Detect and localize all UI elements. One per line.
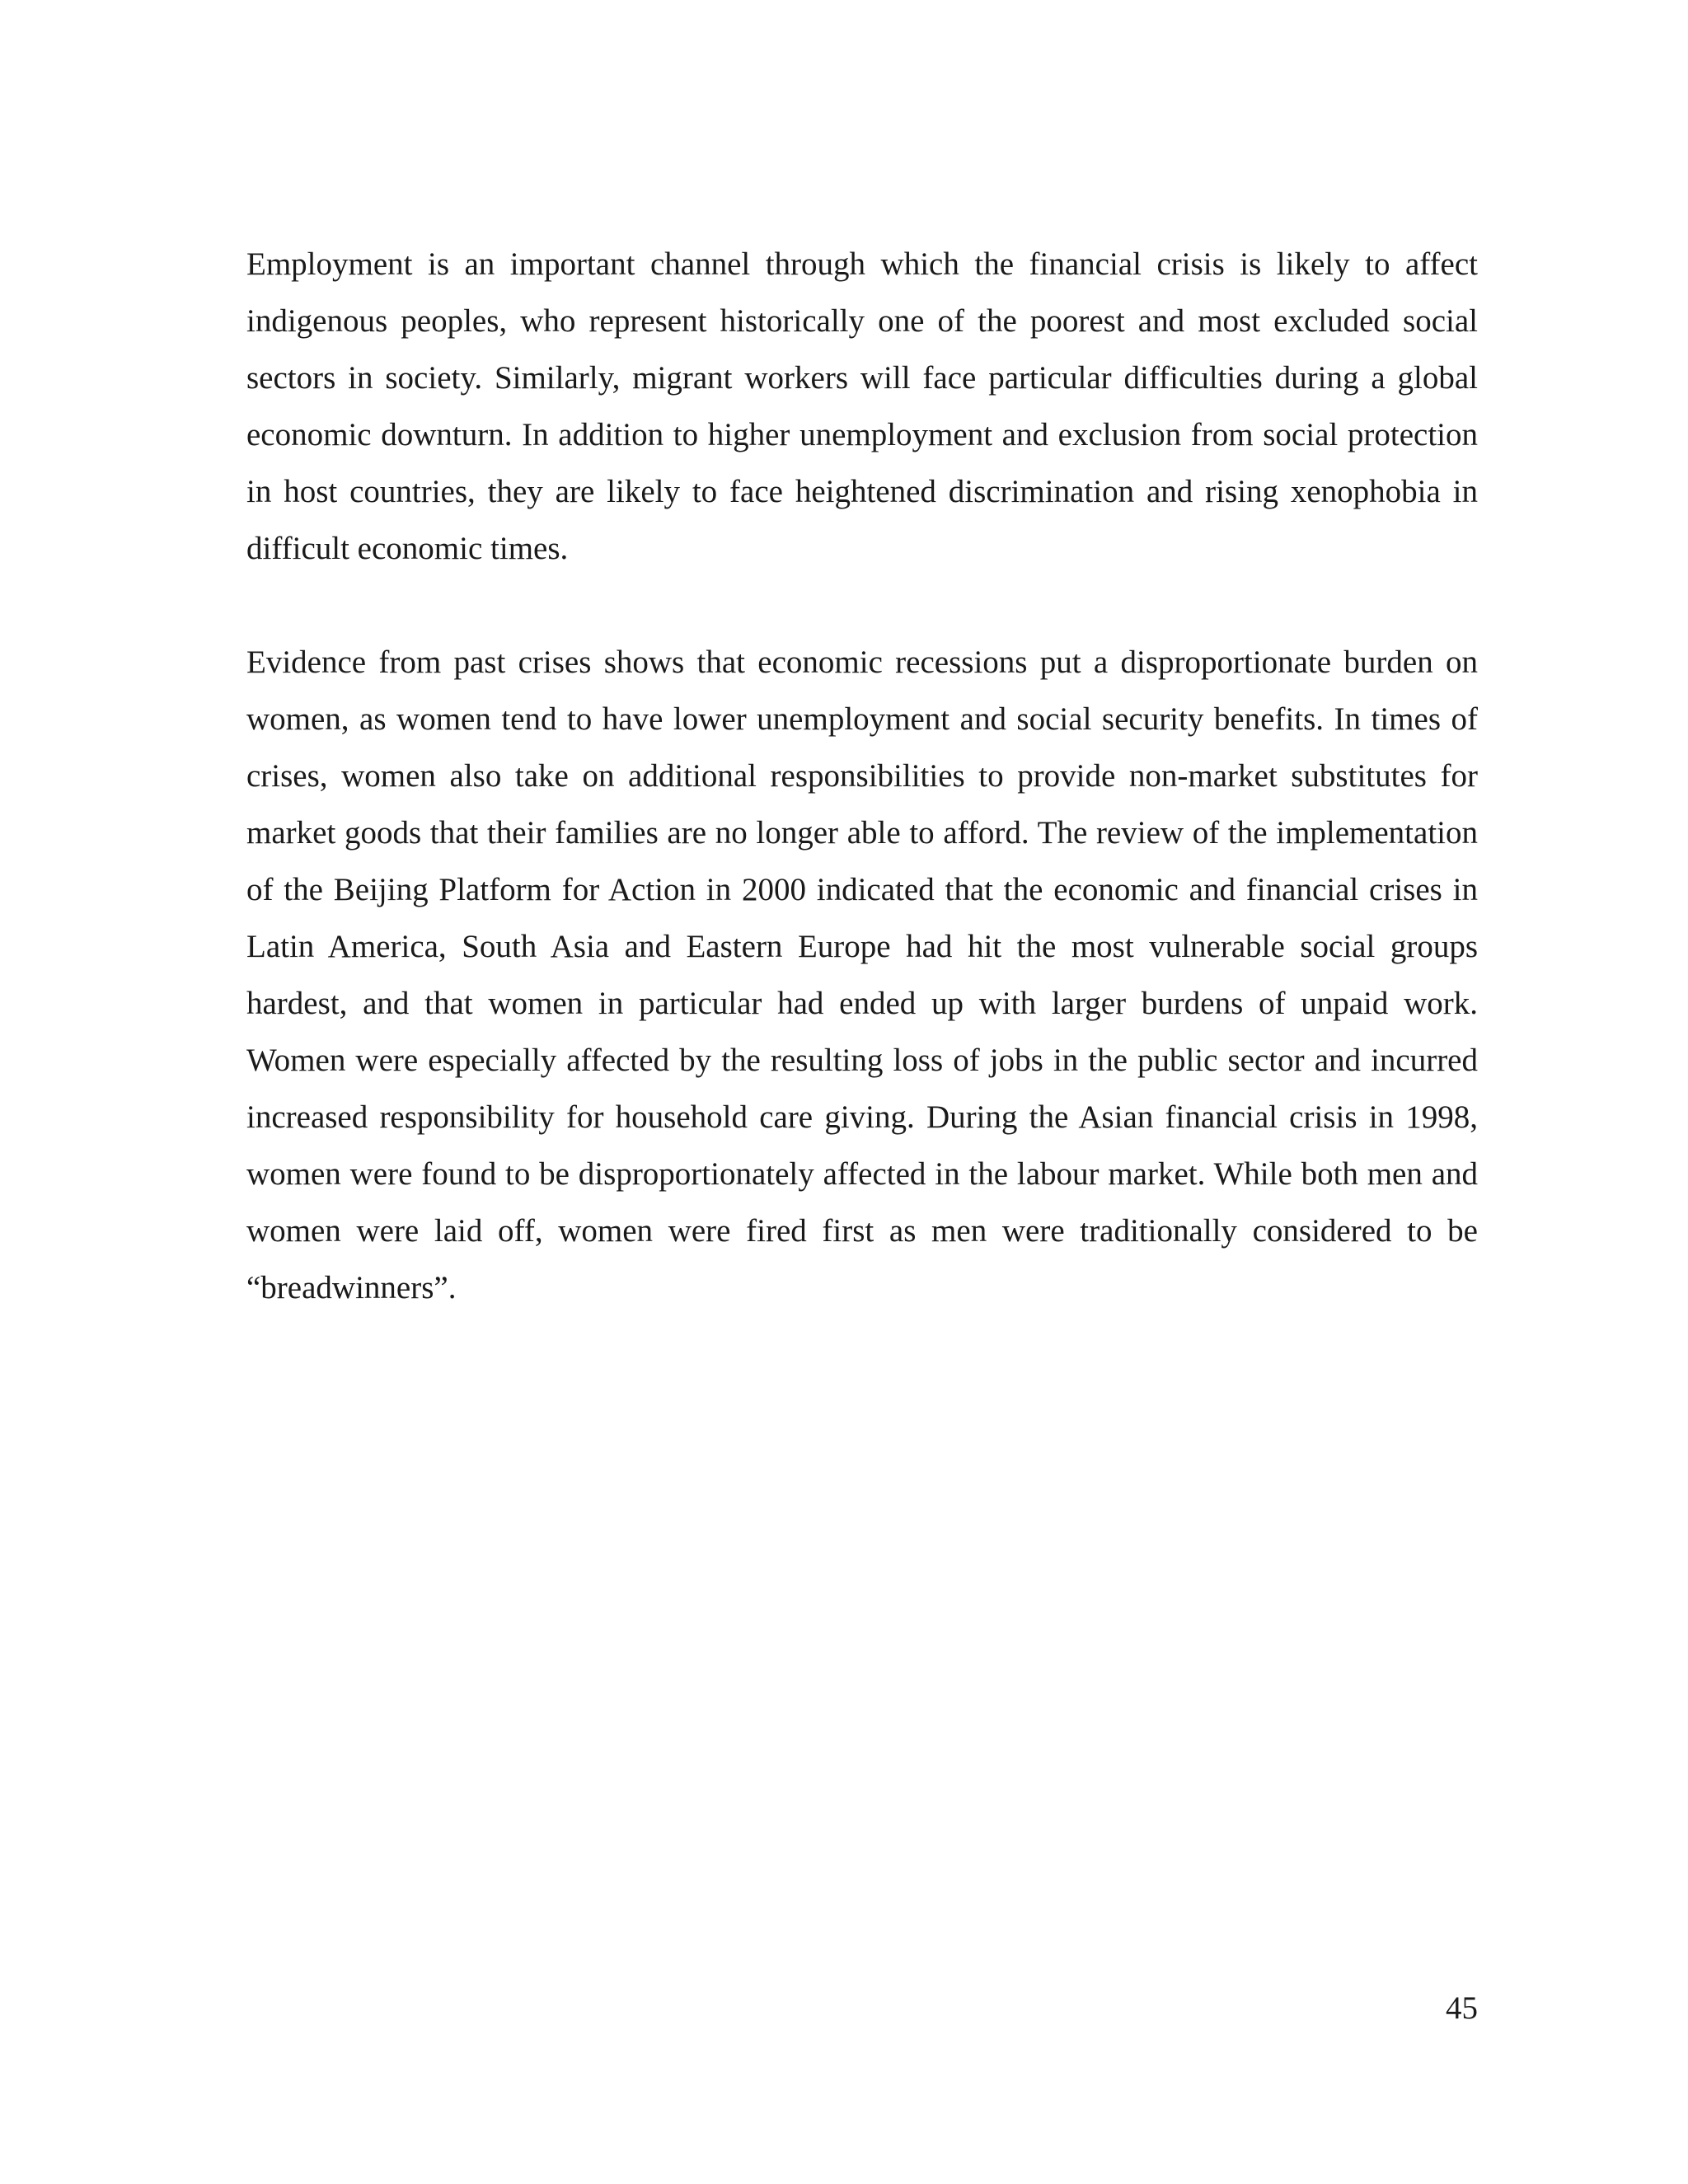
body-text xyxy=(246,236,1478,1316)
paragraph-employment: Employment is an important channel through which the financial crisis is likely to affect indigenous peoples, who represent historically one of the poorest and most excluded social sectors in society. Similarly, migrant workers will face particular difficulties during a global economic downturn. In addition to higher unemployment and exclusion from social protection in host countries, they are likely to face heightened discrimination and rising xenophobia in difficult economic times. xyxy=(246,246,1478,566)
paragraph-evidence: Evidence from past crises shows that economic recessions put a disproportionate burden on women, as women tend to have lower unemployment and social security benefits. In times of crises, women also take on additional responsibilities to provide non-market substitutes for market goods that their families are no longer able to afford. The review of the implementation of the Beijing Platform for Action in 2000 indicated that the economic and financial crises in Latin America, South Asia and Eastern Europe had hit the most vulnerable social groups hardest, and that women in particular had ended up with larger burdens of unpaid work. Women were especially affected by the resulting loss of jobs in the public sector and incurred increased responsibility for household care giving. During the Asian financial crisis in 1998, women were found to be disproportionately affected in the labour market. While both men and women were laid off, women were fired first as men were traditionally considered to be “breadwinners”. xyxy=(246,644,1478,1305)
page-number: 45 xyxy=(1446,1990,1478,2026)
